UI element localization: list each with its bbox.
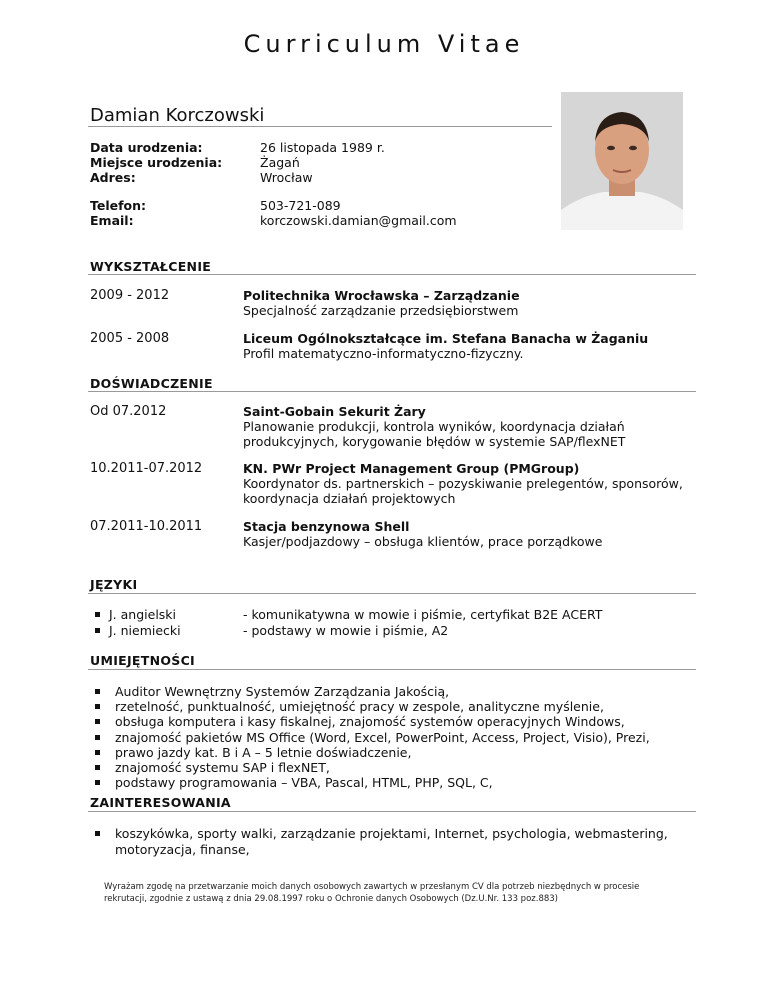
experience-title: Saint-Gobain Sekurit Żary — [243, 404, 426, 419]
phone-value: 503-721-089 — [260, 198, 341, 213]
language-level: - podstawy w mowie i piśmie, A2 — [243, 623, 449, 638]
education-divider — [88, 274, 696, 275]
education-dates: 2009 - 2012 — [90, 288, 170, 303]
skills-divider — [88, 669, 696, 670]
profile-photo — [561, 92, 683, 230]
birth-place-label: Miejsce urodzenia: — [90, 155, 223, 170]
bullet-icon — [95, 765, 100, 770]
interests-list — [95, 826, 685, 858]
experience-desc: Kasjer/podjazdowy – obsługa klientów, prace porządkowe — [243, 534, 603, 549]
experience-title: Stacja benzynowa Shell — [243, 519, 410, 534]
languages-divider — [88, 593, 696, 594]
bullet-icon — [95, 780, 100, 785]
person-name: Damian Korczowski — [90, 105, 265, 126]
education-entry — [243, 288, 693, 318]
list-item — [95, 745, 695, 760]
skill-text: obsługa komputera i kasy fiskalnej, znajomość systemów operacyjnych Windows, — [115, 714, 625, 730]
language-item — [95, 623, 181, 639]
data-consent-clause: Wyrażam zgodę na przetwarzanie moich danych osobowych zawartych w przesłanym CV dla potrzeb niezbędnych w procesie rekrutacji, zgodnie z ustawą z dnia 29.08.1997 roku o Ochronie danych Osobowych (Dz.U.Nr. 133 poz.883) — [104, 882, 640, 904]
skill-text: podstawy programowania – VBA, Pascal, HTML, PHP, SQL, C, — [115, 775, 493, 791]
bullet-icon — [95, 735, 100, 740]
birth-place-value: Żagań — [260, 155, 300, 170]
bullet-icon — [95, 831, 100, 836]
address-value: Wrocław — [260, 170, 313, 185]
list-item — [95, 826, 685, 858]
languages-heading: JĘZYKI — [90, 577, 138, 592]
list-item — [95, 684, 695, 699]
education-desc: Specjalność zarządzanie przedsiębiorstwem — [243, 303, 519, 318]
experience-entry — [243, 461, 693, 506]
skills-heading: UMIEJĘTNOŚCI — [90, 653, 196, 668]
birth-date-label: Data urodzenia: — [90, 140, 203, 155]
bullet-icon — [95, 628, 100, 633]
experience-dates: 07.2011-10.2011 — [90, 519, 203, 534]
experience-dates: Od 07.2012 — [90, 404, 167, 419]
language-name: J. niemiecki — [109, 623, 181, 638]
bullet-icon — [95, 689, 100, 694]
education-dates: 2005 - 2008 — [90, 331, 170, 346]
bullet-icon — [95, 704, 100, 709]
document-title: Curriculum Vitae — [243, 30, 525, 58]
phone-label: Telefon: — [90, 198, 147, 213]
address-label: Adres: — [90, 170, 136, 185]
experience-heading: DOŚWIADCZENIE — [90, 376, 213, 391]
education-title: Politechnika Wrocławska – Zarządzanie — [243, 288, 520, 303]
list-item — [95, 760, 695, 775]
list-item — [95, 775, 695, 790]
education-heading: WYKSZTAŁCENIE — [90, 259, 212, 274]
list-item — [95, 714, 695, 729]
experience-divider — [88, 391, 696, 392]
language-level: - komunikatywna w mowie i piśmie, certyfikat B2E ACERT — [243, 607, 603, 622]
experience-entry — [243, 404, 693, 449]
skill-text: Auditor Wewnętrzny Systemów Zarządzania Jakością, — [115, 684, 450, 699]
bullet-icon — [95, 719, 100, 724]
experience-dates: 10.2011-07.2012 — [90, 461, 203, 476]
email-label: Email: — [90, 213, 134, 228]
skills-list — [95, 684, 695, 790]
language-name: J. angielski — [109, 607, 177, 622]
birth-date-value: 26 listopada 1989 r. — [260, 140, 385, 155]
education-entry — [243, 331, 693, 361]
skill-text: prawo jazdy kat. B i A – 5 letnie doświadczenie, — [115, 744, 412, 760]
education-desc: Profil matematyczno-informatyczno-fizyczny. — [243, 346, 524, 361]
interests-heading: ZAINTERESOWANIA — [90, 795, 231, 810]
interests-divider — [88, 811, 696, 812]
bullet-icon — [95, 612, 100, 617]
skill-text: rzetelność, punktualność, umiejętność pracy w zespole, analityczne myślenie, — [115, 699, 604, 715]
language-item — [95, 607, 176, 623]
email-value[interactable]: korczowski.damian@gmail.com — [260, 213, 457, 228]
experience-desc: Koordynator ds. partnerskich – pozyskiwanie prelegentów, sponsorów, koordynacja działań projektowych — [243, 476, 683, 506]
skill-text: znajomość systemu SAP i flexNET, — [115, 760, 330, 776]
experience-title: KN. PWr Project Management Group (PMGroup) — [243, 461, 580, 476]
education-title: Liceum Ogólnokształcące im. Stefana Banacha w Żaganiu — [243, 331, 649, 346]
experience-desc: Planowanie produkcji, kontrola wyników, koordynacja działań produkcyjnych, korygowanie błędów w systemie SAP/flexNET — [243, 419, 626, 449]
experience-entry — [243, 519, 693, 549]
list-item — [95, 699, 695, 714]
list-item — [95, 730, 695, 745]
interest-text: koszykówka, sporty walki, zarządzanie projektami, Internet, psychologia, webmastering, motoryzacja, finanse, — [115, 826, 668, 857]
name-divider — [88, 126, 552, 127]
bullet-icon — [95, 750, 100, 755]
skill-text: znajomość pakietów MS Office (Word, Excel, PowerPoint, Access, Project, Visio), Prezi, — [115, 729, 650, 745]
